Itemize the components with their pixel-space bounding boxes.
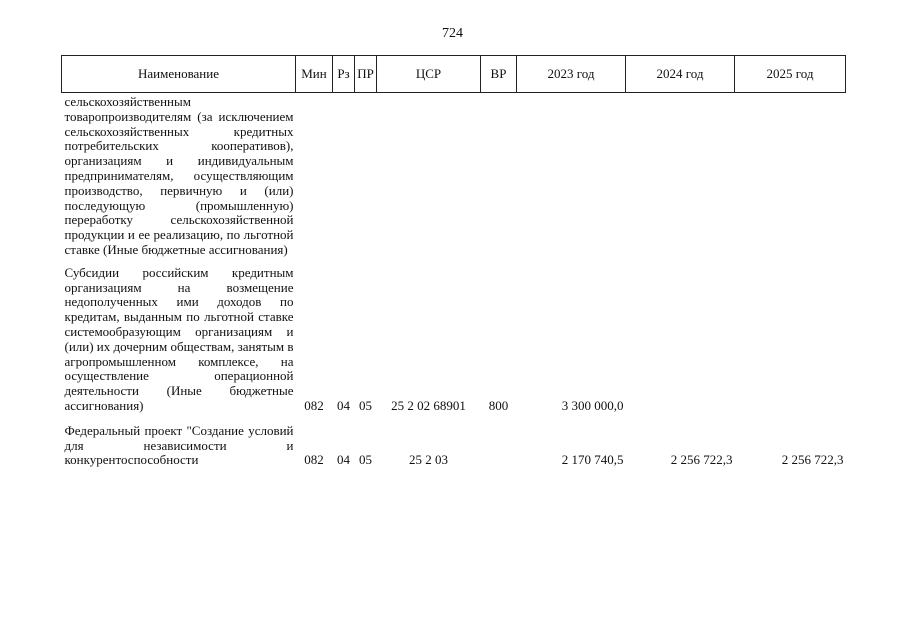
table-row bbox=[62, 424, 846, 468]
row-pr bbox=[355, 93, 377, 266]
row-pr: 05 bbox=[359, 397, 372, 413]
row-rz: 04 bbox=[337, 452, 350, 468]
row-name: Субсидии российским кредитным организациям на возмещение недополученных ими доходов по кредитам, выданным по льготной ставке системообразующим организациям и (или) их дочерним обществам, занятым в агропромышленном комплексе, на осуществление операционной деятельности (Иные бюджетные ассигнования) bbox=[64, 264, 294, 413]
header-rz: Рз bbox=[333, 56, 355, 93]
row-2024: 2 256 722,3 bbox=[670, 452, 733, 468]
row-vr bbox=[481, 93, 517, 266]
row-csr: 25 2 02 68901 bbox=[391, 397, 466, 413]
table-header-row bbox=[62, 56, 846, 93]
row-2023: 3 300 000,0 bbox=[561, 397, 624, 413]
row-2025: 2 256 722,3 bbox=[781, 452, 844, 468]
row-vr bbox=[481, 424, 517, 468]
row-2024 bbox=[626, 266, 735, 424]
row-2025 bbox=[735, 266, 846, 424]
page-number: 724 bbox=[442, 26, 463, 41]
header-name: Наименование bbox=[62, 56, 296, 93]
header-min: Мин bbox=[296, 56, 333, 93]
table-row bbox=[62, 93, 846, 266]
row-vr: 800 bbox=[488, 397, 509, 413]
header-2025: 2025 год bbox=[735, 56, 846, 93]
header-2024: 2024 год bbox=[626, 56, 735, 93]
row-pr: 05 bbox=[359, 452, 372, 468]
row-min: 082 bbox=[304, 452, 324, 468]
row-min bbox=[296, 93, 333, 266]
budget-table bbox=[61, 55, 846, 468]
row-csr bbox=[377, 93, 481, 266]
table-row bbox=[62, 266, 846, 424]
header-pr: ПР bbox=[355, 56, 377, 93]
row-2025 bbox=[735, 93, 846, 266]
row-2024 bbox=[626, 93, 735, 266]
row-rz: 04 bbox=[337, 397, 350, 413]
row-name: Федеральный проект "Создание условий для независимости и конкурентоспособности bbox=[64, 422, 294, 468]
row-2023 bbox=[517, 93, 626, 266]
row-min: 082 bbox=[304, 397, 324, 413]
header-vr: ВР bbox=[481, 56, 517, 93]
header-csr: ЦСР bbox=[377, 56, 481, 93]
row-csr: 25 2 03 bbox=[409, 452, 448, 468]
row-2023: 2 170 740,5 bbox=[561, 452, 624, 468]
header-2023: 2023 год bbox=[517, 56, 626, 93]
row-name: сельскохозяйственным товаропроизводителям (за исключением сельскохозяйственных кредитных потребительских кооперативов), организациям и индивидуальным предпринимателям, осуществляющим производство, первичную и (или) последующую (промышленную) переработку сельскохозяйственной продукции и ее реализацию, по льготной ставке (Иные бюджетные ассигнования) bbox=[64, 94, 294, 257]
row-rz bbox=[333, 93, 355, 266]
